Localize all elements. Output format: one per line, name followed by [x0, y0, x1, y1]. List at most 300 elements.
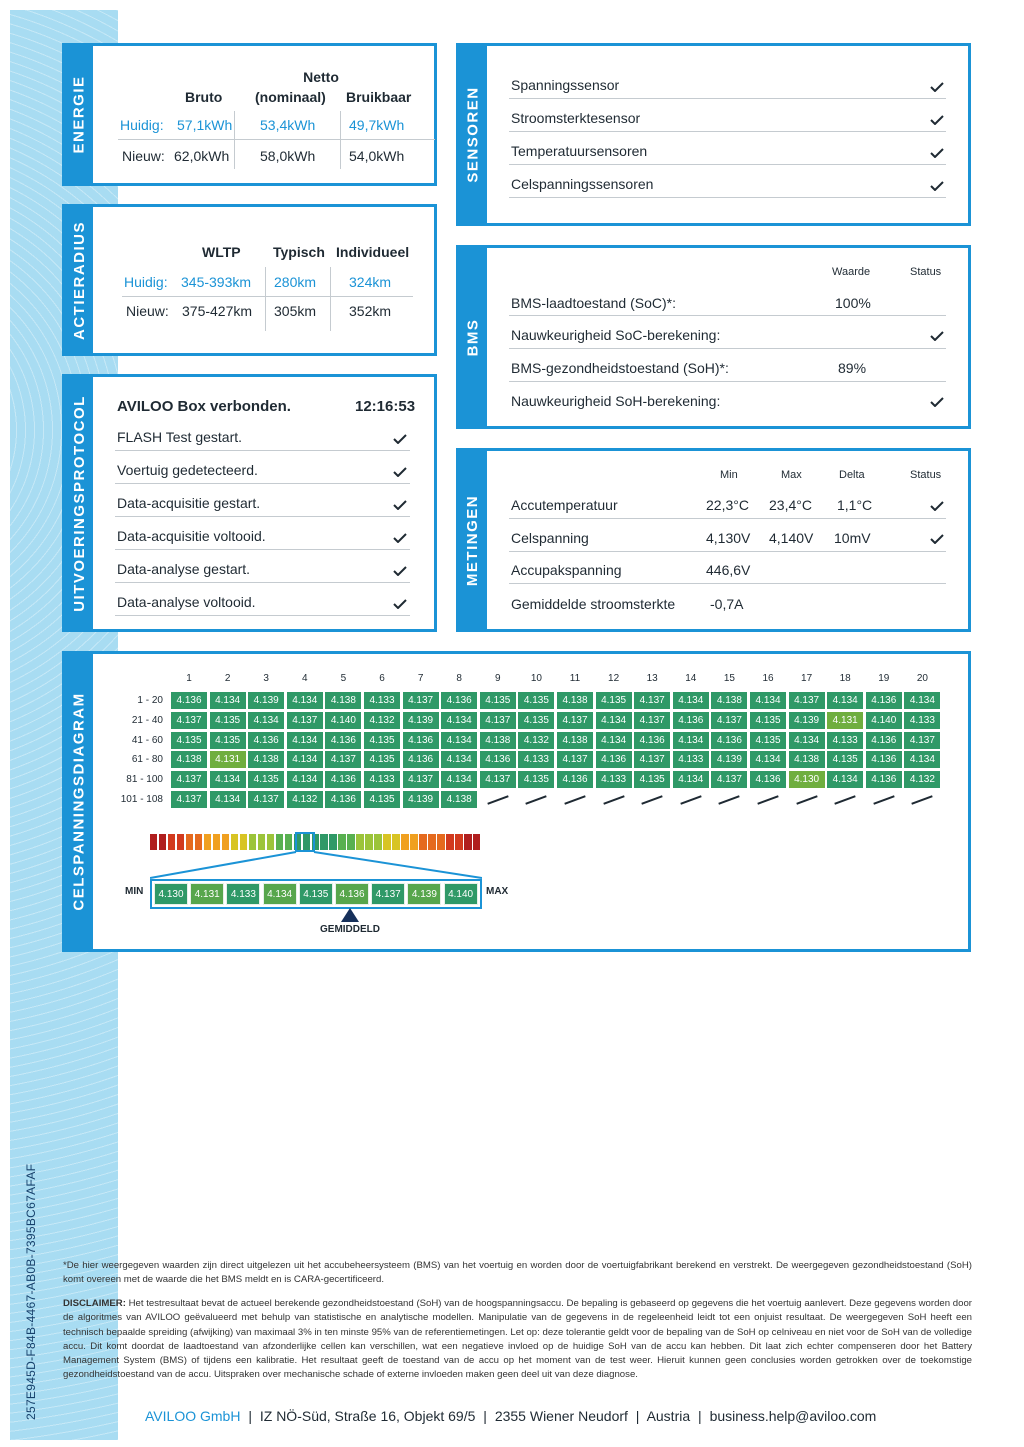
col-netto: Netto: [303, 69, 339, 85]
scale-segment: [428, 834, 435, 850]
divider: [115, 450, 410, 451]
protocol-header: AVILOO Box verbonden.: [117, 398, 291, 415]
cell-voltage: 4.134: [673, 771, 709, 788]
col-waarde: Waarde: [832, 266, 871, 278]
column-header: 4: [302, 673, 308, 684]
empty-cell-dash: [487, 795, 508, 804]
soh-value: 89%: [838, 360, 867, 376]
col-typisch: Typisch: [273, 244, 325, 260]
column-header: 13: [646, 673, 658, 684]
cell-voltage: 4.134: [248, 712, 284, 729]
huidig-bruikbaar: 49,7kWh: [349, 117, 405, 133]
scale-segment: [320, 834, 327, 850]
disclaimer-text: Het testresultaat bevat de actueel berekende gezondheidstoestand (SoH) van de hoogspanningsaccu. De bepaling is gebaseerd op gegevens die het voertuig aanlevert. Deze gegevens worden door de algoritmes van AVILOO geëvalueerd met behulp van statistische en analytische modellen. Manipulatie van de gegevens in de regeleenheid leidt tot een onjuist resultaat. De weergegeven SoH heeft een technisch bepaalde spreiding (afwijking) van maximaal 3% in ten minste 95% van de referentiemetingen. Let op: deze tolerantie geldt voor de bepaling van de SoH op celniveau en niet voor de SoH van de volledige accu. Dit komt doordat de laadtoestand van afzonderlijke cellen kan verschillen, wat een negatieve invloed op de huidige SoH van de accu kan hebben. Dit laat zich echter compenseren door het Battery Management System (BMS) of tijdens een kalibratie. Het resultaat geeft de toestand van de accu op het moment van de test weer. Hieruit kunnen geen conclusies worden getrokken over de toekomstige gezondheidstoestand van de accu. Uitspraken over mechanische schade of externe invloeden maken geen deel uit van deze diagnose.: [63, 1298, 972, 1381]
legend-average-label: GEMIDDELD: [320, 924, 380, 935]
cell-voltage: 4.134: [287, 771, 323, 788]
huidig-wltp: 345-393km: [181, 274, 252, 290]
footer-sep: |: [635, 1408, 640, 1424]
cell-voltage: 4.133: [827, 732, 863, 749]
temp-label: Accutemperatuur: [511, 497, 618, 513]
column-header: 7: [417, 673, 424, 684]
cell-voltage: 4.134: [596, 732, 632, 749]
scale-segment: [150, 834, 157, 850]
row-header: 1 - 20: [137, 695, 163, 706]
cell-voltage: 4.139: [248, 692, 284, 709]
check-icon: [393, 533, 407, 543]
cell-voltage: 4.133: [364, 692, 400, 709]
scale-segment: [195, 834, 202, 850]
column-header: 5: [340, 673, 347, 684]
cell-voltage: 4.135: [364, 791, 400, 808]
cell-voltage: 4.136: [711, 732, 747, 749]
protocol-item: Data-acquisitie gestart.: [117, 495, 261, 511]
temp-delta: 1,1°C: [837, 497, 873, 513]
cell-voltage: 4.132: [904, 771, 940, 788]
huidig-bruto: 57,1kWh: [177, 117, 233, 133]
scale-segment: [401, 834, 408, 850]
scale-segment: [446, 834, 453, 850]
legend-value: 4.136: [335, 883, 369, 905]
cell-voltage: 4.137: [171, 712, 207, 729]
cell-voltage: 4.134: [673, 692, 709, 709]
soc-label: BMS-laadtoestand (SoC)*:: [511, 295, 676, 311]
metingen-panel: [456, 448, 971, 632]
scale-segment: [455, 834, 462, 850]
check-icon: [930, 534, 944, 544]
sensor-item: Stroomsterktesensor: [511, 110, 641, 126]
protocol-panel: [62, 374, 437, 632]
bms-panel: [456, 245, 971, 429]
cell-voltage: 4.134: [827, 692, 863, 709]
column-header: 10: [530, 673, 542, 684]
empty-cell-dash: [680, 795, 701, 804]
cell-voltage: 4.135: [518, 712, 554, 729]
scale-segment: [374, 834, 381, 850]
row-huidig: Huidig:: [124, 274, 168, 290]
check-icon: [930, 397, 944, 407]
cell-voltage: 4.136: [750, 771, 786, 788]
cell-voltage: 4.135: [750, 712, 786, 729]
col-status: Status: [910, 266, 942, 278]
nieuw-netto: 58,0kWh: [260, 148, 316, 164]
check-icon: [930, 82, 944, 92]
cell-voltage: 4.136: [441, 692, 477, 709]
cell-voltage: 4.138: [789, 751, 825, 768]
empty-cell-dash: [757, 795, 778, 804]
column-header: 20: [916, 673, 928, 684]
stroomsterkte-value: -0,7A: [710, 596, 744, 612]
cell-voltage: 4.132: [518, 732, 554, 749]
protocol-time: 12:16:53: [355, 398, 416, 415]
footer-company: AVILOO GmbH: [145, 1408, 241, 1424]
footer-address: IZ NÖ-Süd, Straße 16, Objekt 69/5: [259, 1408, 476, 1424]
cell-voltage: 4.137: [480, 712, 516, 729]
cell-voltage: 4.134: [287, 732, 323, 749]
sensoren-panel: [456, 43, 971, 226]
cell-voltage: 4.137: [711, 712, 747, 729]
divider: [115, 582, 410, 583]
cell-voltage: 4.135: [596, 692, 632, 709]
cell-voltage: 4.134: [596, 712, 632, 729]
cell-voltage: 4.137: [634, 751, 670, 768]
cell-voltage: 4.139: [403, 712, 439, 729]
scale-segment: [410, 834, 417, 850]
cell-voltage: 4.136: [557, 771, 593, 788]
empty-cell-dash: [603, 795, 624, 804]
sensor-item: Temperatuursensoren: [511, 143, 648, 159]
cell-voltage: 4.135: [210, 732, 246, 749]
footer-country: Austria: [646, 1408, 691, 1424]
disclaimer-label: DISCLAIMER:: [63, 1298, 126, 1309]
cell-voltage: 4.136: [480, 751, 516, 768]
check-icon: [393, 434, 407, 444]
protocol-item: Voertuig gedetecteerd.: [117, 462, 258, 478]
col-bruto: Bruto: [185, 89, 223, 105]
cell-voltage: 4.138: [711, 692, 747, 709]
cell-voltage: 4.134: [673, 732, 709, 749]
check-icon: [393, 500, 407, 510]
cell-voltage: 4.134: [441, 751, 477, 768]
cell-voltage: 4.135: [248, 771, 284, 788]
scale-segment: [168, 834, 175, 850]
cell-voltage: 4.138: [248, 751, 284, 768]
cell-voltage: 4.130: [789, 771, 825, 788]
check-icon: [393, 467, 407, 477]
voltage-color-scale: [150, 834, 482, 850]
legend-value: 4.137: [371, 883, 405, 905]
scale-segment: [392, 834, 399, 850]
footer: [145, 1408, 876, 1424]
energie-tab: ENERGIE: [65, 46, 93, 183]
average-marker-icon: [341, 908, 359, 922]
cell-voltage: 4.137: [789, 692, 825, 709]
legend-min-label: MIN: [125, 886, 144, 897]
cell-voltage: 4.134: [210, 791, 246, 808]
sensoren-tab: SENSOREN: [459, 46, 487, 223]
scale-segment: [204, 834, 211, 850]
cell-voltage: 4.136: [866, 732, 902, 749]
scale-segment: [437, 834, 444, 850]
scale-segment: [267, 834, 274, 850]
huidig-typisch: 280km: [274, 274, 317, 290]
divider: [115, 615, 410, 616]
sensor-item: Celspanningssensoren: [511, 176, 654, 192]
divider: [509, 164, 946, 165]
col-bruikbaar: Bruikbaar: [346, 89, 412, 105]
scale-segment: [177, 834, 184, 850]
cell-voltage: 4.133: [673, 751, 709, 768]
cell-voltage: 4.136: [325, 732, 361, 749]
cell-voltage: 4.135: [210, 712, 246, 729]
legend-value: 4.139: [407, 883, 441, 905]
column-header: 12: [608, 673, 620, 684]
temp-min: 22,3°C: [706, 497, 749, 513]
scale-segment: [276, 834, 283, 850]
cell-voltage: 4.135: [364, 732, 400, 749]
celspanning-label: Celspanning: [511, 530, 589, 546]
check-icon: [393, 566, 407, 576]
scale-segment: [365, 834, 372, 850]
check-icon: [393, 599, 407, 609]
empty-cell-dash: [912, 795, 933, 804]
column-header: 19: [878, 673, 890, 684]
cell-voltage: 4.137: [325, 751, 361, 768]
footer-sep: |: [248, 1408, 252, 1424]
cell-voltage: 4.136: [325, 771, 361, 788]
nieuw-wltp: 375-427km: [182, 303, 253, 319]
empty-cell-dash: [564, 795, 585, 804]
column-header: 11: [569, 673, 581, 684]
column-header: 2: [224, 673, 231, 684]
protocol-tab: UITVOERINGSPROTOCOL: [65, 377, 93, 629]
cell-voltage: 4.135: [364, 751, 400, 768]
cell-voltage: 4.137: [403, 692, 439, 709]
check-icon: [930, 115, 944, 125]
divider: [509, 98, 946, 99]
scale-segment: [231, 834, 238, 850]
row-header: 101 - 108: [120, 794, 163, 805]
check-icon: [930, 501, 944, 511]
col-netto-sub: (nominaal): [255, 89, 326, 105]
scale-segment: [347, 834, 354, 850]
cell-voltage: 4.137: [403, 771, 439, 788]
metingen-tab: METINGEN: [459, 451, 487, 629]
cell-voltage: 4.134: [210, 692, 246, 709]
soh-accuracy-label: Nauwkeurigheid SoH-berekening:: [511, 393, 721, 409]
cell-voltage: 4.135: [480, 692, 516, 709]
huidig-individueel: 324km: [349, 274, 392, 290]
cell-voltage: 4.134: [827, 771, 863, 788]
document-id: 257E945D-F84B-4467-AB0B-7395BC67AFAF: [24, 1163, 38, 1420]
disclaimer: [63, 1297, 972, 1383]
cell-voltage: 4.136: [325, 791, 361, 808]
celspanningsdiagram-tab: CELSPANNINGSDIAGRAM: [65, 654, 93, 949]
legend-value: 4.133: [226, 883, 260, 905]
cell-voltage: 4.133: [364, 771, 400, 788]
cell-voltage: 4.131: [827, 712, 863, 729]
footer-city: 2355 Wiener Neudorf: [494, 1408, 628, 1424]
check-icon: [930, 148, 944, 158]
row-header: 41 - 60: [131, 734, 163, 746]
cell-voltage: 4.133: [596, 771, 632, 788]
scale-segment: [258, 834, 265, 850]
footer-email: business.help@aviloo.com: [709, 1408, 877, 1424]
cell-voltage: 4.139: [403, 791, 439, 808]
cell-voltage: 4.137: [171, 771, 207, 788]
column-header: 1: [186, 673, 192, 684]
actieradius-panel: [62, 204, 437, 356]
cell-voltage: 4.133: [904, 712, 940, 729]
cell-voltage: 4.134: [441, 771, 477, 788]
cell-voltage: 4.135: [518, 771, 554, 788]
column-header: 6: [379, 673, 385, 684]
celspanning-max: 4,140V: [769, 530, 814, 546]
temp-max: 23,4°C: [769, 497, 812, 513]
accupakspanning-label: Accupakspanning: [511, 562, 622, 578]
zoom-lines: [150, 850, 482, 880]
cell-voltage: 4.136: [673, 712, 709, 729]
scale-segment: [285, 834, 292, 850]
column-header: 16: [762, 673, 774, 684]
divider: [115, 549, 410, 550]
cell-voltage: 4.137: [634, 692, 670, 709]
cell-voltage: 4.137: [634, 712, 670, 729]
scale-segment: [338, 834, 345, 850]
celspanning-delta: 10mV: [834, 530, 871, 546]
scale-segment: [464, 834, 471, 850]
scale-segment: [419, 834, 426, 850]
scale-segment: [383, 834, 390, 850]
nieuw-individueel: 352km: [349, 303, 392, 319]
row-nieuw: Nieuw:: [122, 148, 165, 164]
cell-voltage: 4.132: [287, 791, 323, 808]
cell-voltage: 4.137: [171, 791, 207, 808]
cell-voltage: 4.137: [287, 712, 323, 729]
empty-cell-dash: [642, 795, 663, 804]
huidig-netto: 53,4kWh: [260, 117, 316, 133]
cell-voltage: 4.137: [557, 712, 593, 729]
cell-voltage: 4.137: [557, 751, 593, 768]
energie-panel: [62, 43, 437, 186]
cell-voltage: 4.134: [904, 692, 940, 709]
nieuw-bruikbaar: 54,0kWh: [349, 148, 405, 164]
cell-voltage: 4.135: [518, 692, 554, 709]
soc-value: 100%: [835, 295, 871, 311]
column-header: 18: [839, 673, 851, 684]
cell-voltage: 4.137: [248, 791, 284, 808]
footnote: *De hier weergegeven waarden zijn direct uitgelezen uit het accubeheersysteem (BMS) van het voertuig en worden door de voertuigfabrikant berekend en verstrekt. De weergegeven gezondheidstoestand (SoH) komt overeen met de waarde die het BMS meldt en is CARA-gecertificeerd.: [63, 1260, 972, 1286]
empty-cell-dash: [719, 795, 740, 804]
scale-segment: [213, 834, 220, 850]
cell-voltage: 4.134: [287, 751, 323, 768]
cell-voltage: 4.134: [750, 692, 786, 709]
cell-voltage: 4.138: [171, 751, 207, 768]
cell-voltage: 4.134: [287, 692, 323, 709]
nieuw-typisch: 305km: [274, 303, 317, 319]
cell-voltage: 4.136: [403, 732, 439, 749]
col-delta: Delta: [839, 469, 865, 481]
cell-voltage: 4.135: [750, 732, 786, 749]
column-header: 9: [495, 673, 501, 684]
legend-value: 4.134: [263, 883, 297, 905]
accupakspanning-value: 446,6V: [706, 562, 751, 578]
soc-accuracy-label: Nauwkeurigheid SoC-berekening:: [511, 327, 721, 343]
cell-voltage: 4.135: [634, 771, 670, 788]
protocol-item: FLASH Test gestart.: [117, 429, 243, 445]
cell-voltage: 4.136: [171, 692, 207, 709]
divider: [115, 516, 410, 517]
legend-value: 4.135: [299, 883, 333, 905]
cell-voltage: 4.134: [904, 751, 940, 768]
protocol-item: Data-acquisitie voltooid.: [117, 528, 266, 544]
scale-segment: [159, 834, 166, 850]
cell-voltage: 4.139: [789, 712, 825, 729]
divider: [509, 131, 946, 132]
scale-segment: [240, 834, 247, 850]
footer-sep: |: [483, 1408, 487, 1424]
divider: [509, 197, 946, 198]
cell-voltage: 4.134: [441, 732, 477, 749]
scale-highlight: [295, 832, 315, 852]
scale-segment: [356, 834, 363, 850]
column-header: 17: [801, 673, 813, 684]
legend-value: 4.131: [190, 883, 224, 905]
legend-bar: [150, 879, 482, 909]
celspanning-min: 4,130V: [706, 530, 751, 546]
cell-voltage: 4.135: [827, 751, 863, 768]
cell-voltage: 4.136: [248, 732, 284, 749]
col-wltp: WLTP: [202, 244, 241, 260]
nieuw-bruto: 62,0kWh: [174, 148, 230, 164]
col-min: Min: [720, 469, 738, 481]
row-header: 21 - 40: [131, 714, 163, 726]
cell-voltage: 4.136: [866, 771, 902, 788]
col-status: Status: [910, 469, 942, 481]
empty-cell-dash: [873, 795, 894, 804]
col-individueel: Individueel: [336, 244, 410, 260]
check-icon: [930, 331, 944, 341]
cell-voltage: 4.136: [403, 751, 439, 768]
footer-sep: |: [698, 1408, 702, 1424]
column-header: 8: [456, 673, 462, 684]
cell-voltage: 4.133: [518, 751, 554, 768]
cell-voltage: 4.137: [904, 732, 940, 749]
cell-voltage: 4.138: [557, 692, 593, 709]
row-header: 81 - 100: [126, 774, 163, 786]
cell-voltage: 4.136: [634, 732, 670, 749]
empty-cell-dash: [796, 795, 817, 804]
empty-cell-dash: [526, 795, 547, 804]
cell-voltage: 4.138: [480, 732, 516, 749]
protocol-item: Data-analyse voltooid.: [117, 594, 256, 610]
cell-voltage: 4.132: [364, 712, 400, 729]
scale-segment: [249, 834, 256, 850]
divider: [115, 483, 410, 484]
scale-segment: [186, 834, 193, 850]
cell-voltage: 4.135: [171, 732, 207, 749]
protocol-item: Data-analyse gestart.: [117, 561, 251, 577]
cell-voltage: 4.137: [711, 771, 747, 788]
cell-voltage: 4.134: [789, 732, 825, 749]
stroomsterkte-label: Gemiddelde stroomsterkte: [511, 596, 676, 612]
row-huidig: Huidig:: [120, 117, 164, 133]
cell-voltage: 4.136: [866, 692, 902, 709]
cell-voltage: 4.137: [480, 771, 516, 788]
cell-voltage: 4.140: [325, 712, 361, 729]
cell-voltage: 4.131: [210, 751, 246, 768]
column-header: 14: [685, 673, 697, 684]
cell-voltage: 4.136: [596, 751, 632, 768]
scale-segment: [222, 834, 229, 850]
cell-voltage: 4.139: [711, 751, 747, 768]
celspanningsdiagram-panel: [62, 651, 971, 952]
scale-segment: [473, 834, 480, 850]
check-icon: [930, 181, 944, 191]
row-header: 61 - 80: [131, 754, 163, 766]
sensor-item: Spanningssensor: [511, 77, 620, 93]
legend-max-label: MAX: [486, 886, 509, 897]
column-header: 15: [723, 673, 735, 684]
legend-value: 4.140: [444, 883, 478, 905]
cell-voltage: 4.134: [210, 771, 246, 788]
scale-segment: [329, 834, 336, 850]
cell-voltage: 4.138: [325, 692, 361, 709]
cell-voltage: 4.134: [441, 712, 477, 729]
cell-voltage: 4.138: [557, 732, 593, 749]
empty-cell-dash: [835, 795, 856, 804]
legend-value: 4.130: [154, 883, 188, 905]
cell-voltage: 4.140: [866, 712, 902, 729]
